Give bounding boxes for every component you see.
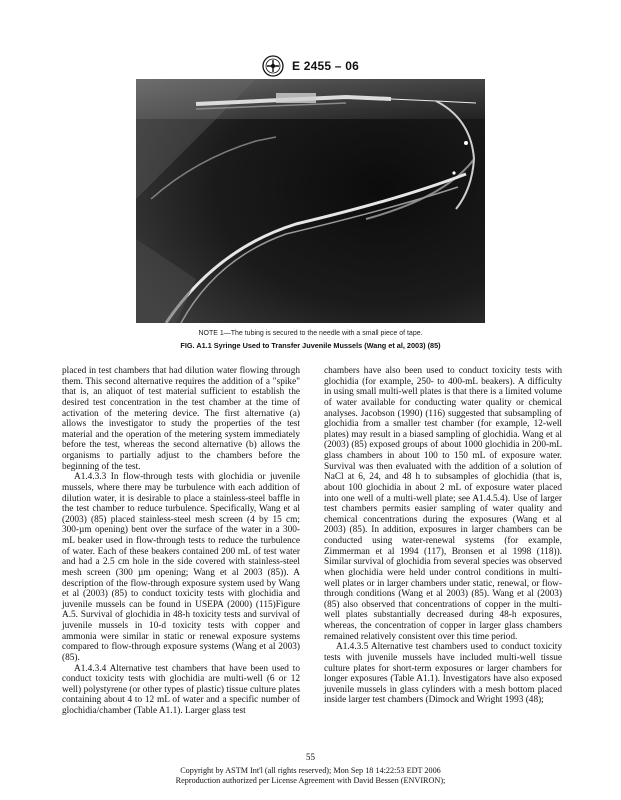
paragraph: A1.4.3.4 Alternative test chambers that have been used to conduct toxicity tests with glochidia are multi-well (6 or 12 well) polystyrene (or other types of plastic) tissue culture plates containing about 4 to 12 mL of water and a specific number of glochidia/chamber (Table A1.1). Larger glass test [62,663,300,716]
syringe-photo [136,79,485,323]
copyright-footer [0,766,621,785]
left-column [62,366,300,717]
right-column [324,366,562,706]
figure-note: NOTE 1—The tubing is secured to the needle with a small piece of tape. [198,330,423,337]
document-designation: E 2455 – 06 [292,59,359,73]
paragraph: chambers have also been used to conduct toxicity tests with glochidia (for example, 250- to 400-mL beakers). A difficulty in using small multi-well plates is that there is a limited volume of water available for conducting water quality or chemical analyses. Jacobson (1990) (116) suggested that subsampling of glochidia from a smaller test chamber (for example, 12-well plates) may result in a biased sampling of glochidia. Wang et al (2003) (85) exposed groups of about 1000 glochidia in 200-mL glass chambers in about 100 to 150 mL of exposure water. Survival was then evaluated with the addition of a solution of NaCl at 6, 24, and 48 h to subsamples of glochidia (that is, about 100 glochidia in about 2 mL of exposure water placed into one well of a multi-well plate; see A1.4.5.4). Use of larger test chambers permits easier sampling of water quality and chemical concentrations during the exposures (Wang et al 2003) (85). In addition, exposures in larger chambers can be conducted using water-renewal systems (for example, Zimmerman et al 1994 (117), Bronsen et al 1998 (118)). Similar survival of glochidia from several species was observed when glochidia were held under control conditions in multi-well plates or in larger chambers under static, renewal, or flow-through conditions (Wang et al 2003) (85). Wang et al (2003) (85) also observed that concentrations of copper in the multi-well plates substantially decreased during 48-h exposures, whereas, the concentration of copper in larger glass chambers remained relatively consistent over this time period. [324,366,562,642]
page-header [0,55,621,77]
license-line: Reproduction authorized per License Agreement with David Bessen (ENVIRON); [175,775,446,785]
paragraph: A1.4.3.5 Alternative test chambers used to conduct toxicity tests with juvenile mussels have included multi-well tissue culture plates for short-term exposures or larger chambers for longer exposures (Table A1.1). Investigators have also exposed juvenile mussels in glass cylinders with a mesh bottom placed inside larger test chambers (Dimock and Wright 1993 (48); [324,642,562,706]
page-number: 55 [306,752,315,762]
copyright-line: Copyright by ASTM Int'l (all rights reserved); Mon Sep 18 14:22:53 EDT 2006 [180,766,441,775]
figure-caption: FIG. A1.1 Syringe Used to Transfer Juvenile Mussels (Wang et al, 2003) (85) [180,341,441,350]
astm-logo-icon [262,55,284,77]
paragraph: A1.4.3.3 In flow-through tests with glochidia or juvenile mussels, where there may be turbulence with each addition of dilution water, it is desirable to place a stainless-steel baffle in the test chamber to reduce turbulence. Specifically, Wang et al (2003) (85) placed stainless-steel mesh screen (4 by 15 cm; 300-µm opening) bent over the surface of the water in a 300-mL beaker used in flow-through tests to reduce the turbulence of water. Each of these beakers contained 200 mL of test water and had a 2.5 cm hole in the side covered with stainless-steel mesh screen (300 µm opening; Wang et al 2003 (85)). A description of the flow-through exposure system used by Wang et al (2003) (85) to conduct toxicity tests with glochidia and juvenile mussels can be found in USEPA (2000) (115)Figure A.5. Survival of glochidia in 48-h toxicity tests and survival of juvenile mussels in 10-d toxicity tests with copper and ammonia were similar in static or renewal exposure systems compared to flow-through exposure systems (Wang et al 2003) (85). [62,472,300,663]
paragraph: placed in test chambers that had dilution water flowing through them. This second alternative requires the addition of a "spike" that is, an aliquot of test material sufficient to establish the desired test concentration in the test chamber at the time of activation of the metering device. The first alternative (a) allows the investigator to study the properties of the test material and the operation of the metering system immediately before the test, whereas the second alternative (b) allows the organisms to partially adjust to the chambers before the beginning of the test. [62,366,300,472]
